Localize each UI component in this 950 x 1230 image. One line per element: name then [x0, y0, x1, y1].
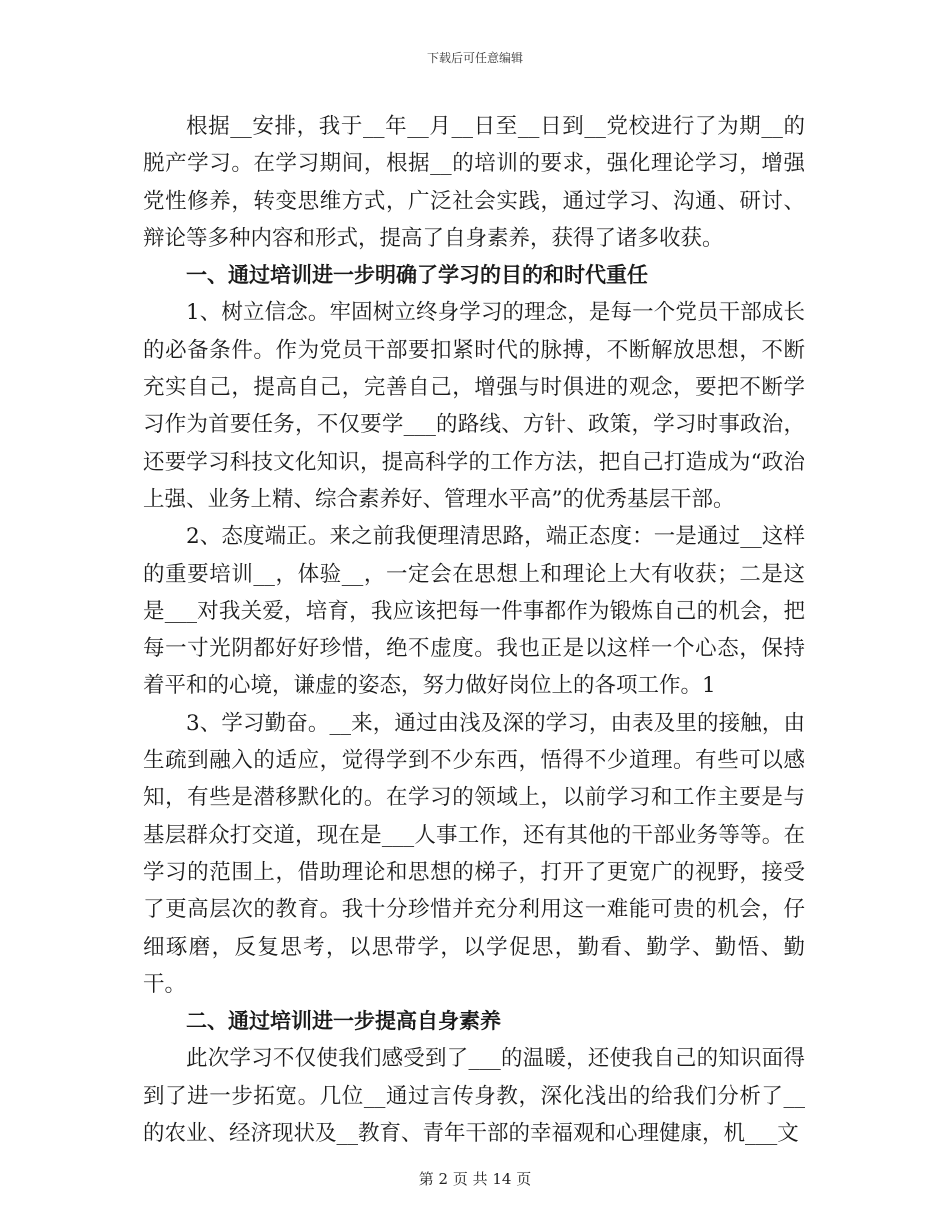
- item-2-paragraph: 2、态度端正。来之前我便理清思路，端正态度：一是通过__这样的重要培训__，体验__，一定会在思想上和理论上大有收获；二是这是___对我关爱，培育，我应该把每一件事都作为锻炼自己的机会，把每一寸光阴都好好珍惜，绝不虚度。我也正是以这样一个心态，保持着平和的心境，谦虚的姿态，努力做好岗位上的各项工作。1: [143, 524, 805, 699]
- page-number: 第 2 页 共 14 页: [418, 1170, 532, 1188]
- section-heading-1: 一、通过培训进一步明确了学习的目的和时代重任: [186, 263, 648, 288]
- section-2-paragraph: 此次学习不仅使我们感受到了___的温暖，还使我自己的知识面得到了进一步拓宽。几位__通过言传身教，深化浅出的给我们分析了__的农业、经济现状及__教育、青年干部的幸福观和心理健康，机___文: [143, 1046, 805, 1147]
- section-heading-2: 二、通过培训进一步提高自身素养: [186, 1009, 501, 1034]
- document-body: [143, 108, 805, 1152]
- item-3-paragraph: 3、学习勤奋。__来，通过由浅及深的学习，由表及里的接触，由生疏到融入的适应，觉得学到不少东西，悟得不少道理。有些可以感知，有些是潜移默化的。在学习的领域上，以前学习和工作主要是与基层群众打交道，现在是___人事工作，还有其他的干部业务等等。在学习的范围上，借助理论和思想的梯子，打开了更宽广的视野，接受了更高层次的教育。我十分珍惜并充分利用这一难能可贵的机会，仔细琢磨，反复思考，以思带学，以学促思，勤看、勤学、勤悟、勤干。: [143, 710, 805, 997]
- intro-paragraph: 根据__安排，我于__年__月__日至__日到__党校进行了为期__的脱产学习。在学习期间，根据__的培训的要求，强化理论学习，增强党性修养，转变思维方式，广泛社会实践，通过学习、沟通、研讨、辩论等多种内容和形式，提高了自身素养，获得了诸多收获。: [143, 114, 805, 251]
- page-header: 下载后可任意编辑: [426, 51, 523, 65]
- item-1-paragraph: 1、树立信念。牢固树立终身学习的理念，是每一个党员干部成长的必备条件。作为党员干部要扣紧时代的脉搏，不断解放思想，不断充实自己，提高自己，完善自己，增强与时俱进的观念，要把不断学习作为首要任务，不仅要学___的路线、方针、政策，学习时事政治，还要学习科技文化知识，提高科学的工作方法，把自己打造成为“政治上强、业务上精、综合素养好、管理水平高”的优秀基层干部。: [143, 300, 805, 512]
